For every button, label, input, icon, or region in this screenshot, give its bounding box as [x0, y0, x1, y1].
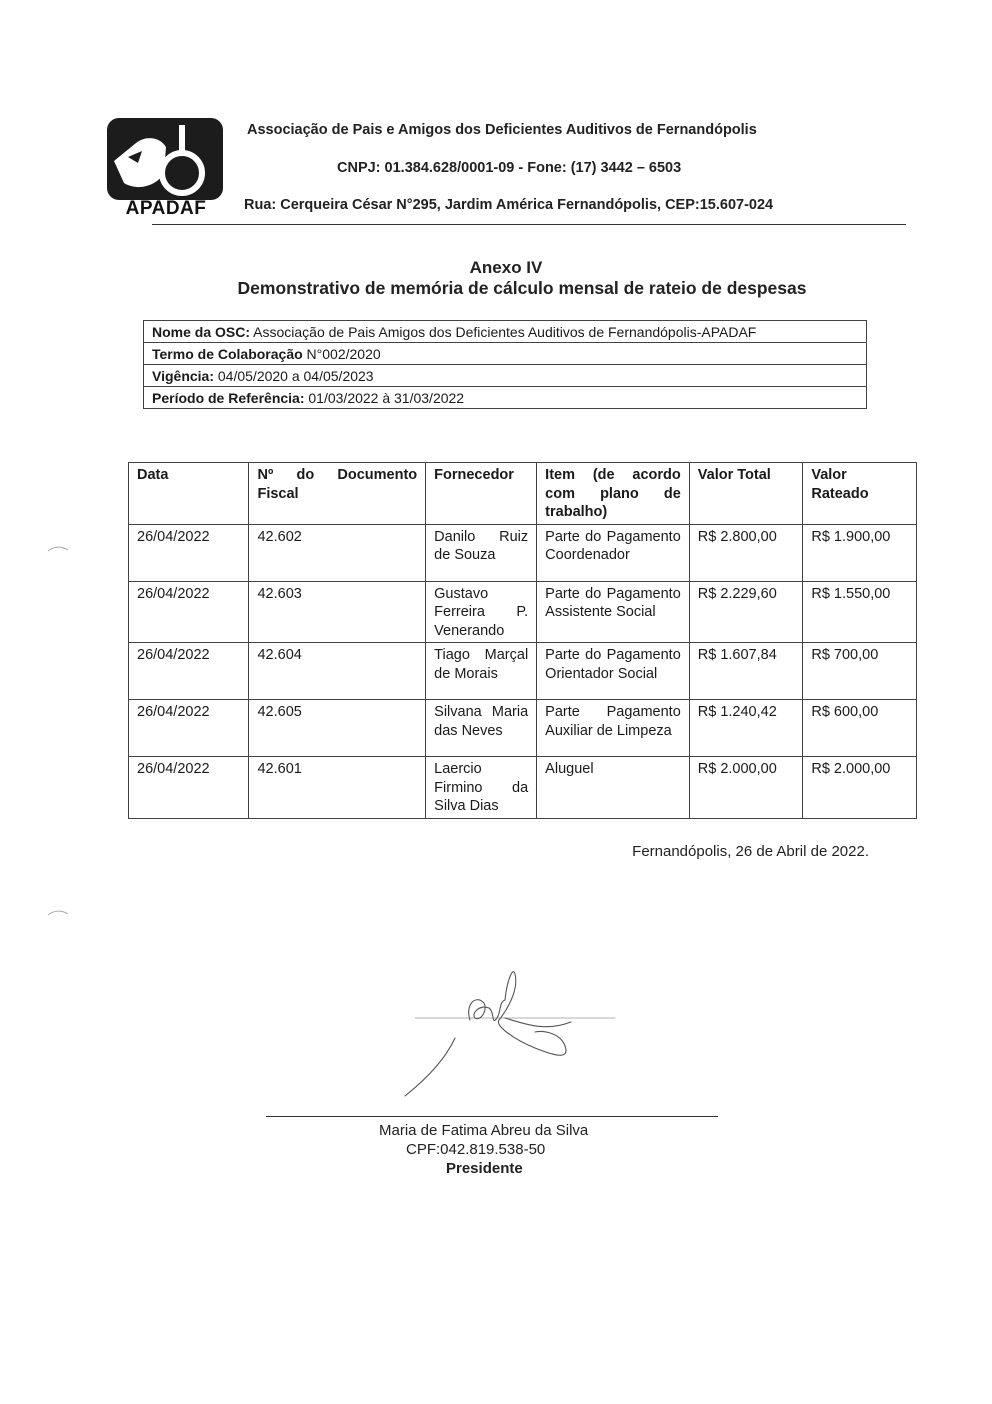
cell-item: Parte Pagamento Auxiliar de Limpeza: [537, 700, 690, 757]
periodo-label: Período de Referência:: [152, 390, 305, 406]
periodo-value: 01/03/2022 à 31/03/2022: [304, 390, 465, 406]
vigencia-row: [144, 365, 866, 387]
table-row: [129, 524, 917, 581]
cnpj-phone: CNPJ: 01.384.628/0001-09 - Fone: (17) 3442 – 6503: [337, 160, 682, 176]
header-data: Data: [129, 463, 249, 525]
cell-valor-total: R$ 1.240,42: [689, 700, 803, 757]
table-row: [129, 757, 917, 819]
vigencia-label: Vigência:: [152, 368, 214, 384]
place-date: Fernandópolis, 26 de Abril de 2022.: [632, 843, 869, 860]
cell-documento: 42.605: [249, 700, 426, 757]
cell-valor-total: R$ 2.800,00: [689, 524, 803, 581]
cell-data: 26/04/2022: [129, 581, 249, 643]
scan-mark: [47, 909, 69, 917]
cell-valor-rateado: R$ 600,00: [803, 700, 917, 757]
signatory-cpf: CPF:042.819.538-50: [406, 1141, 546, 1158]
annex-title: Anexo IV: [469, 258, 543, 277]
cell-data: 26/04/2022: [129, 643, 249, 700]
termo-row: [144, 343, 866, 365]
vigencia-value: 04/05/2020 a 04/05/2023: [214, 368, 374, 384]
osc-name-label: Nome da OSC:: [152, 324, 251, 340]
cell-fornecedor: Tiago Marçal de Morais: [426, 643, 537, 700]
termo-value: N°002/2020: [302, 346, 381, 362]
table-row: [129, 581, 917, 643]
cell-item: Parte do Pagamento Orientador Social: [537, 643, 690, 700]
cell-item: Parte do Pagamento Coordenador: [537, 524, 690, 581]
cell-documento: 42.601: [249, 757, 426, 819]
document-subtitle: Demonstrativo de memória de cálculo mensal de rateio de despesas: [237, 278, 807, 298]
handwritten-signature: [395, 960, 625, 1100]
signatory-name: Maria de Fatima Abreu da Silva: [379, 1122, 589, 1139]
header-fornecedor: Fornecedor: [426, 463, 537, 525]
address: Rua: Cerqueira César N°295, Jardim América Fernandópolis, CEP:15.607-024: [244, 197, 774, 213]
scan-mark: [47, 545, 69, 553]
cell-valor-rateado: R$ 700,00: [803, 643, 917, 700]
osc-name-value: Associação de Pais Amigos dos Deficientes Auditivos de Fernandópolis-APADAF: [250, 324, 757, 340]
cell-valor-total: R$ 2.000,00: [689, 757, 803, 819]
header-documento: Nº do Documento Fiscal: [249, 463, 426, 525]
signatory-role: Presidente: [446, 1160, 523, 1177]
cell-valor-rateado: R$ 2.000,00: [803, 757, 917, 819]
cell-fornecedor: Gustavo Ferreira P. Venerando: [426, 581, 537, 643]
cell-valor-rateado: R$ 1.900,00: [803, 524, 917, 581]
cell-item: Aluguel: [537, 757, 690, 819]
cell-documento: 42.604: [249, 643, 426, 700]
cell-fornecedor: Laercio Firmino da Silva Dias: [426, 757, 537, 819]
header-divider: [152, 224, 906, 225]
termo-label: Termo de Colaboração: [152, 346, 303, 362]
header-valor-total: Valor Total: [689, 463, 803, 525]
table-header-row: [129, 463, 917, 525]
logo-text: APADAF: [125, 198, 207, 219]
cell-documento: 42.602: [249, 524, 426, 581]
table-row: [129, 643, 917, 700]
header-item: Item (de acordo com plano de trabalho): [537, 463, 690, 525]
osc-info-box: [143, 320, 867, 409]
cell-data: 26/04/2022: [129, 524, 249, 581]
cell-data: 26/04/2022: [129, 757, 249, 819]
cell-fornecedor: Danilo Ruiz de Souza: [426, 524, 537, 581]
expense-table: [128, 462, 917, 819]
cell-item: Parte do Pagamento Assistente Social: [537, 581, 690, 643]
cell-valor-total: R$ 2.229,60: [689, 581, 803, 643]
signature-line: [266, 1116, 718, 1117]
osc-name-row: [144, 321, 866, 343]
cell-documento: 42.603: [249, 581, 426, 643]
periodo-row: [144, 387, 866, 408]
cell-data: 26/04/2022: [129, 700, 249, 757]
table-row: [129, 700, 917, 757]
cell-valor-total: R$ 1.607,84: [689, 643, 803, 700]
organization-name: Associação de Pais e Amigos dos Deficientes Auditivos de Fernandópolis: [247, 122, 757, 138]
cell-fornecedor: Silvana Maria das Neves: [426, 700, 537, 757]
header-valor-rateado: Valor Rateado: [803, 463, 917, 525]
cell-valor-rateado: R$ 1.550,00: [803, 581, 917, 643]
